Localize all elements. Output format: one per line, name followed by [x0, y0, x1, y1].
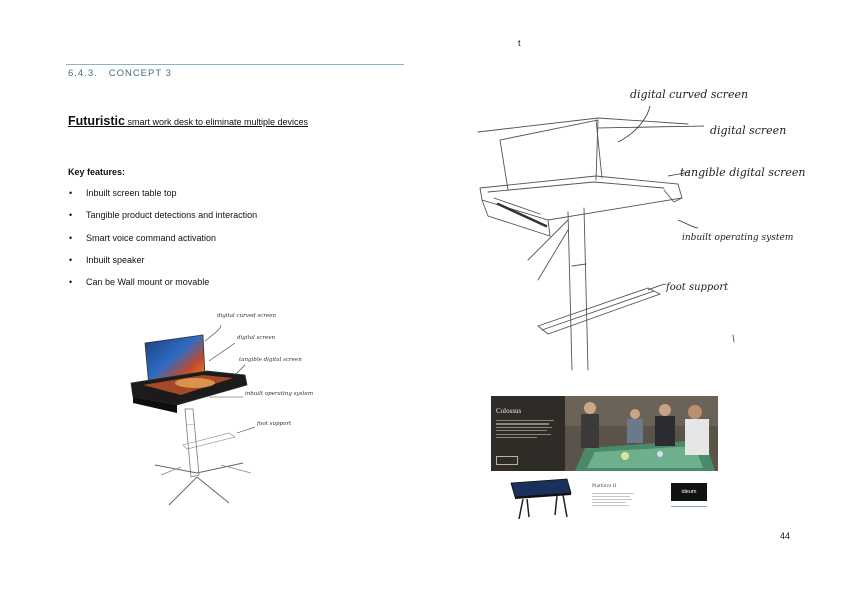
heading-rule: [66, 64, 404, 65]
annotation-curved-screen: digital curved screen: [630, 88, 749, 101]
bullet-icon: •: [69, 277, 73, 288]
feature-text: Can be Wall mount or movable: [86, 277, 210, 288]
annotation-inbuilt-os: inbuilt operating system: [682, 233, 794, 243]
page-number: 44: [780, 531, 791, 541]
feature-text: Tangible product detections and interaction: [86, 210, 258, 221]
photo-button: [496, 456, 518, 465]
annotation-foot-support: foot support: [666, 282, 729, 293]
list-item: [66, 276, 386, 298]
photo-brand: Colossus: [496, 407, 522, 415]
photo-text-panel: [491, 396, 565, 471]
concept-title: [68, 112, 308, 130]
section-heading: [68, 68, 172, 79]
list-item: [66, 209, 386, 231]
concept-title-rest: smart work desk to eliminate multiple devices: [124, 117, 309, 127]
list-item: [66, 254, 386, 276]
list-item: [66, 187, 386, 209]
annotation-digital-screen: digital screen: [710, 124, 787, 137]
product-photo: [491, 396, 718, 471]
desk-concept-sketch-large: [468, 80, 806, 380]
annotation-inbuilt-os: inbuilt operating system: [245, 391, 314, 397]
feature-list: [66, 187, 386, 298]
product-strip: [491, 471, 718, 524]
product-model: Platform II: [592, 483, 617, 489]
feature-text: Inbuilt speaker: [86, 254, 145, 265]
section-number: 6.4.3.: [68, 68, 98, 79]
product-text-lines: [592, 493, 634, 508]
brand-link: [671, 506, 707, 507]
annotation-tangible-screen: tangible digital screen: [239, 357, 302, 363]
bullet-icon: •: [69, 254, 73, 265]
annotation-foot-support: foot support: [257, 421, 292, 427]
annotation-digital-screen: digital screen: [237, 335, 276, 341]
list-item: [66, 232, 386, 254]
bullet-icon: •: [69, 188, 73, 198]
stray-letter: t: [518, 38, 521, 48]
brand-badge: ideum: [671, 483, 707, 501]
feature-text: Inbuilt screen table top: [86, 188, 177, 198]
section-title: CONCEPT 3: [108, 68, 172, 79]
desk-concept-sketch-small: [125, 305, 314, 515]
feature-text: Smart voice command activation: [86, 232, 217, 243]
photo-text-lines: [496, 420, 554, 440]
bullet-icon: •: [69, 210, 73, 221]
features-heading: Key features:: [68, 167, 126, 177]
bullet-icon: •: [69, 232, 73, 243]
concept-title-lead: Futuristic: [68, 114, 125, 128]
people-at-table-illustration: [565, 396, 718, 471]
annotation-tangible-screen: tangible digital screen: [680, 166, 806, 179]
touch-table-illustration: [505, 475, 575, 521]
annotation-curved-screen: digital curved screen: [217, 313, 277, 319]
